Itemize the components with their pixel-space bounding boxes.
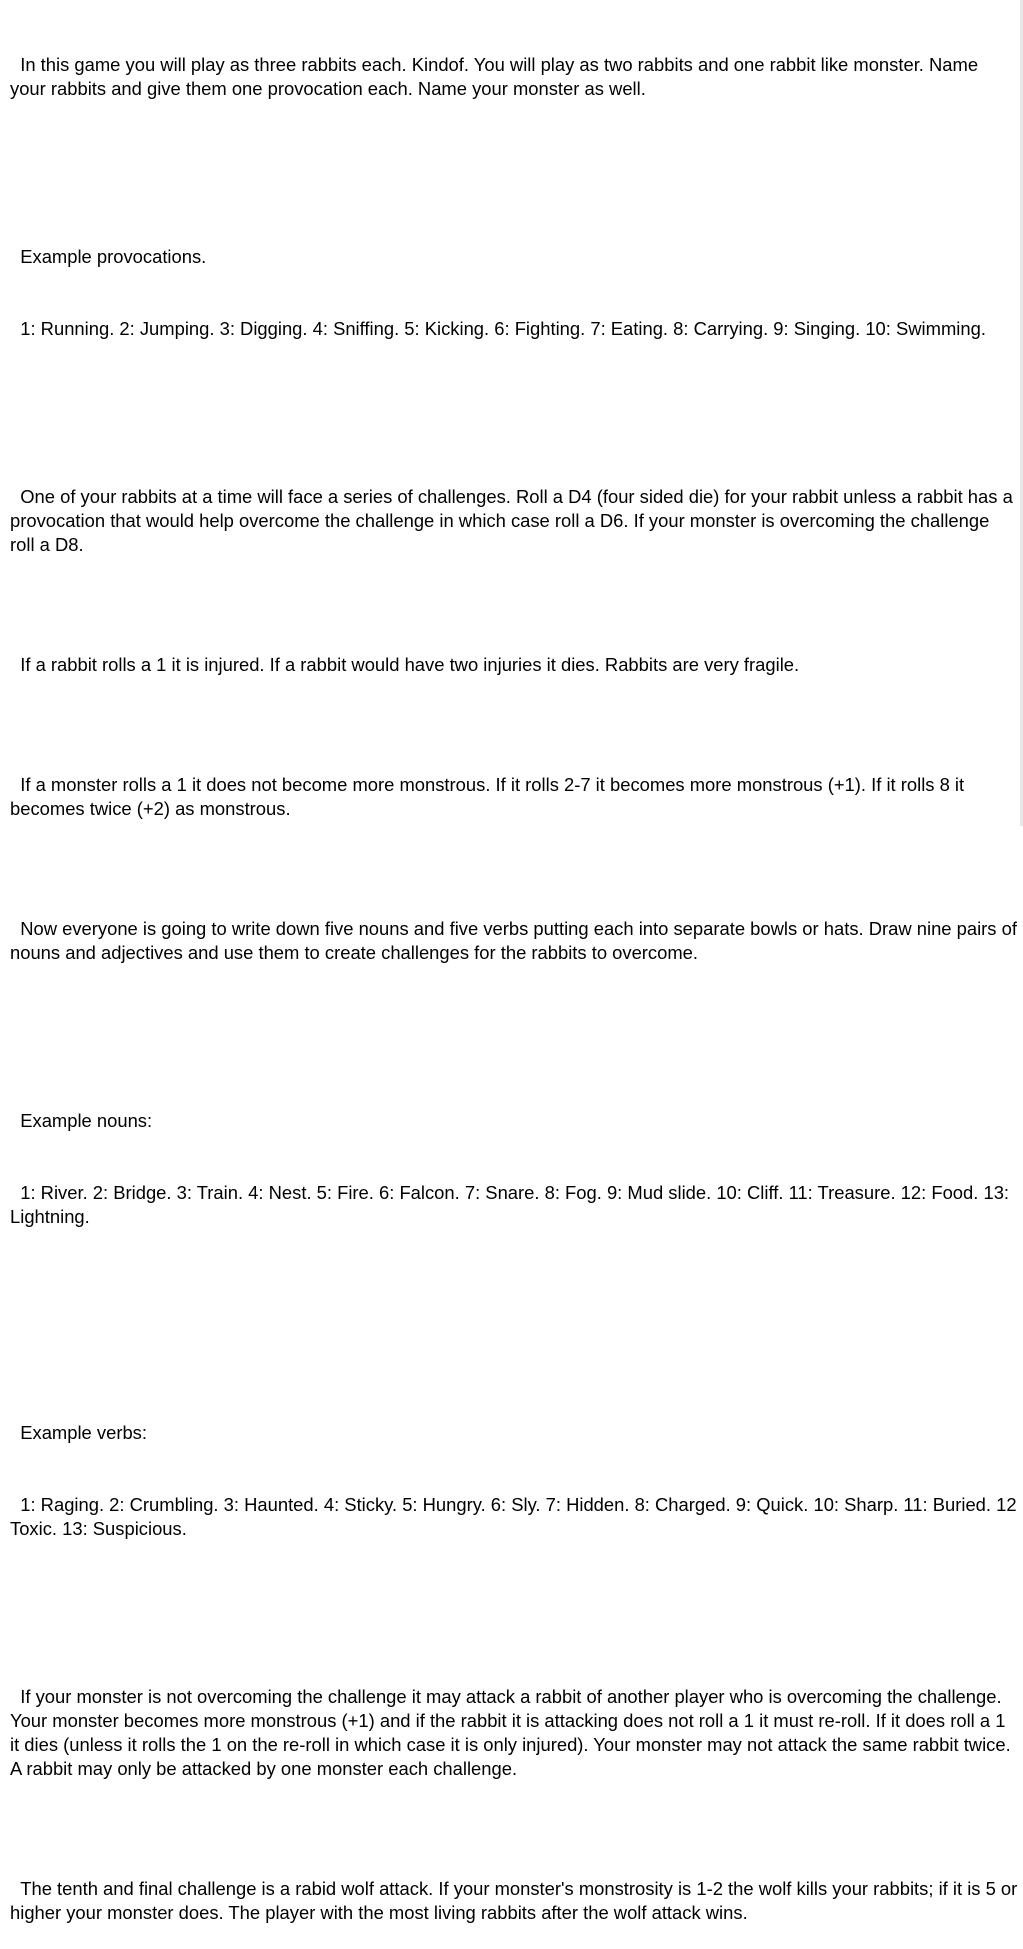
injury-paragraph: If a rabbit rolls a 1 it is injured. If a rabbit would have two injuries it dies. Rabbits are very fragile. xyxy=(10,654,800,675)
provocations-list: 1: Running. 2: Jumping. 3: Digging. 4: Sniffing. 5: Kicking. 6: Fighting. 7: Eating. 8: Carrying. 9: Singing. 10: Swimming. xyxy=(10,318,986,339)
monster-roll-paragraph: If a monster rolls a 1 it does not become more monstrous. If it rolls 2-7 it becomes more monstrous (+1). If it rolls 8 it becomes twice (+2) as monstrous. xyxy=(10,774,970,819)
nouns-section xyxy=(10,1061,1018,1277)
provocations-heading: Example provocations. xyxy=(10,246,207,267)
verbs-section xyxy=(10,1373,1022,1589)
nouns-heading: Example nouns: xyxy=(10,1110,153,1131)
nouns-verbs-paragraph: Now everyone is going to write down five nouns and five verbs putting each into separate bowls or hats. Draw nine pairs of nouns and adjectives and use them to create challenges for the rabbits to overcome. xyxy=(10,918,1023,963)
verbs-list: 1: Raging. 2: Crumbling. 3: Haunted. 4: Sticky. 5: Hungry. 6: Sly. 7: Hidden. 8: Charged. 9: Quick. 10: Sharp. 11: Buried. 12 Toxic. 13: Suspicious. xyxy=(10,1494,1022,1539)
challenges-paragraph: One of your rabbits at a time will face a series of challenges. Roll a D4 (four sided die) for your rabbit unless a rabbit has a provocation that would help overcome the challenge in which case roll a D6. If your monster is overcoming the challenge roll a D8. xyxy=(10,486,1018,555)
final-challenge-paragraph: The tenth and final challenge is a rabid wolf attack. If your monster's monstrosity is 1-2 the wolf kills your rabbits; if it is 5 or higher your monster does. The player with the most living rabbits after the wolf attack wins. xyxy=(10,1878,1023,1923)
nouns-list: 1: River. 2: Bridge. 3: Train. 4: Nest. 5: Fire. 6: Falcon. 7: Snare. 8: Fog. 9: Mud slide. 10: Cliff. 11: Treasure. 12: Food. 13: Lightning. xyxy=(10,1182,1015,1227)
provocations-section xyxy=(10,197,1018,389)
intro-paragraph: In this game you will play as three rabbits each. Kindof. You will play as two rabbits and one rabbit like monster. Name your rabbits and give them one provocation each. Name your monster as well. xyxy=(10,54,984,99)
monster-attack-paragraph: If your monster is not overcoming the challenge it may attack a rabbit of another player who is overcoming the challenge. Your monster becomes more monstrous (+1) and if the rabbit it is attacking does not roll a 1 it must re-roll. If it does roll a 1 it dies (unless it rolls the 1 on the re-roll in which case it is only injured). Your monster may not attack the same rabbit twice. A rabbit may only be attacked by one monster each challenge. xyxy=(10,1686,1015,1779)
verbs-heading: Example verbs: xyxy=(10,1422,147,1443)
rules-document xyxy=(10,5,1023,1949)
